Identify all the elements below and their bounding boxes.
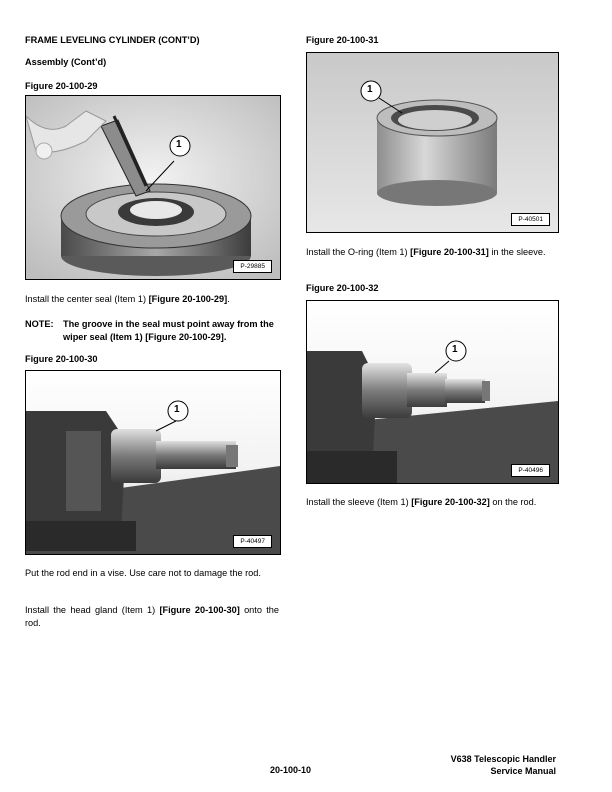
figure-photo-32 [306, 300, 559, 484]
page-number: 20-100-10 [270, 765, 312, 775]
head-gland-instruction: Install the head gland (Item 1) [Figure 20-100-30] onto the rod. [25, 605, 279, 628]
figure-photo-30 [25, 370, 281, 555]
figure-reference: [Figure 20-100-29] [148, 294, 228, 304]
figure-photo-31 [306, 52, 559, 233]
figure-caption-31: Figure 20-100-31 [306, 35, 379, 45]
photo-number: P-40497 [233, 535, 272, 548]
callout-number: 1 [452, 344, 458, 355]
callout-number: 1 [174, 404, 180, 415]
sleeve-photo [307, 53, 558, 232]
figure-caption-32: Figure 20-100-32 [306, 283, 379, 293]
note-text: The groove in the seal must point away from the wiper seal (Item 1) [Figure 20-100-29]. [63, 319, 274, 342]
center-seal-instruction: Install the center seal (Item 1) [Figure 20-100-29]. [25, 294, 230, 304]
photo-number: P-40496 [511, 464, 550, 477]
sleeve-instruction: Install the sleeve (Item 1) [Figure 20-100-32] on the rod. [306, 497, 537, 507]
footer-manual-label: Service Manual [490, 766, 556, 776]
figure-photo-29 [25, 95, 281, 280]
note-block [25, 318, 281, 343]
footer-product-name: V638 Telescopic Handler [450, 754, 556, 764]
section-title: FRAME LEVELING CYLINDER (CONT’D) [25, 35, 200, 45]
vise-instruction: Put the rod end in a vise. Use care not to damage the rod. [25, 568, 261, 578]
note-label: NOTE: [25, 319, 54, 329]
photo-number: P-29885 [233, 260, 272, 273]
figure-caption-29: Figure 20-100-29 [25, 81, 98, 91]
figure-reference: [Figure 20-100-31] [410, 247, 489, 257]
photo-number: P-40501 [511, 213, 550, 226]
seal-assembly-photo [26, 96, 280, 279]
callout-number: 1 [367, 84, 373, 95]
figure-reference: [Figure 20-100-30] [159, 605, 240, 615]
callout-number: 1 [176, 139, 182, 150]
oring-instruction: Install the O-ring (Item 1) [Figure 20-100-31] in the sleeve. [306, 247, 546, 257]
figure-caption-30: Figure 20-100-30 [25, 354, 98, 364]
figure-reference: [Figure 20-100-32] [411, 497, 490, 507]
footer-product [451, 753, 556, 777]
sleeve-on-rod-photo [307, 301, 558, 483]
subsection-title: Assembly (Cont’d) [25, 57, 107, 67]
head-gland-photo [26, 371, 280, 554]
